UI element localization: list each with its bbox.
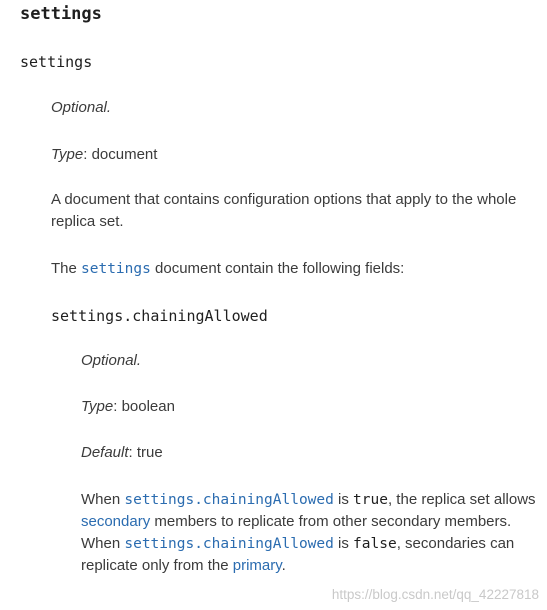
desc-text-1: When — [81, 491, 125, 508]
chaining-allowed-link-2[interactable]: settings.chainingAllowed — [124, 536, 334, 552]
contains-prefix: The — [51, 260, 82, 277]
desc-text-5: is — [333, 535, 354, 552]
true-value: true — [353, 492, 388, 508]
sub-type-value: : boolean — [113, 398, 175, 415]
desc-text-7: . — [281, 557, 286, 574]
sub-optional-label: Optional. — [81, 352, 142, 369]
secondary-link[interactable]: secondary — [81, 513, 151, 530]
settings-code-link[interactable]: settings — [81, 261, 151, 277]
desc-text-3: , the replica set allows — [387, 491, 536, 508]
type-line — [51, 146, 541, 163]
watermark: https://blog.csdn.net/qq_42227818 — [331, 587, 539, 602]
type-label: Type — [51, 146, 84, 163]
sub-default-line — [81, 444, 541, 461]
false-value: false — [353, 536, 397, 552]
sub-default-label: Default — [81, 444, 129, 461]
desc-text-6: , secondaries can replicate only from the — [81, 535, 515, 574]
sub-default-value: : true — [128, 444, 163, 461]
sub-type-label: Type — [81, 398, 114, 415]
contains-line — [51, 260, 541, 277]
contains-suffix: document contain the following fields: — [150, 260, 405, 277]
field-description: A document that contains configuration options that apply to the whole replica set. — [51, 191, 517, 230]
chaining-allowed-link-1[interactable]: settings.chainingAllowed — [124, 492, 334, 508]
desc-text-2: is — [333, 491, 354, 508]
subfield-name: settings.chainingAllowed — [51, 307, 268, 325]
subfield-description — [81, 489, 541, 577]
section-title: settings — [20, 4, 102, 24]
primary-link[interactable]: primary — [232, 557, 282, 574]
type-value: : document — [83, 146, 158, 163]
desc-text-4: members to replicate from other secondary members. When — [81, 513, 512, 552]
field-name: settings — [20, 53, 93, 71]
optional-label: Optional. — [51, 99, 112, 116]
sub-type-line — [81, 398, 541, 415]
